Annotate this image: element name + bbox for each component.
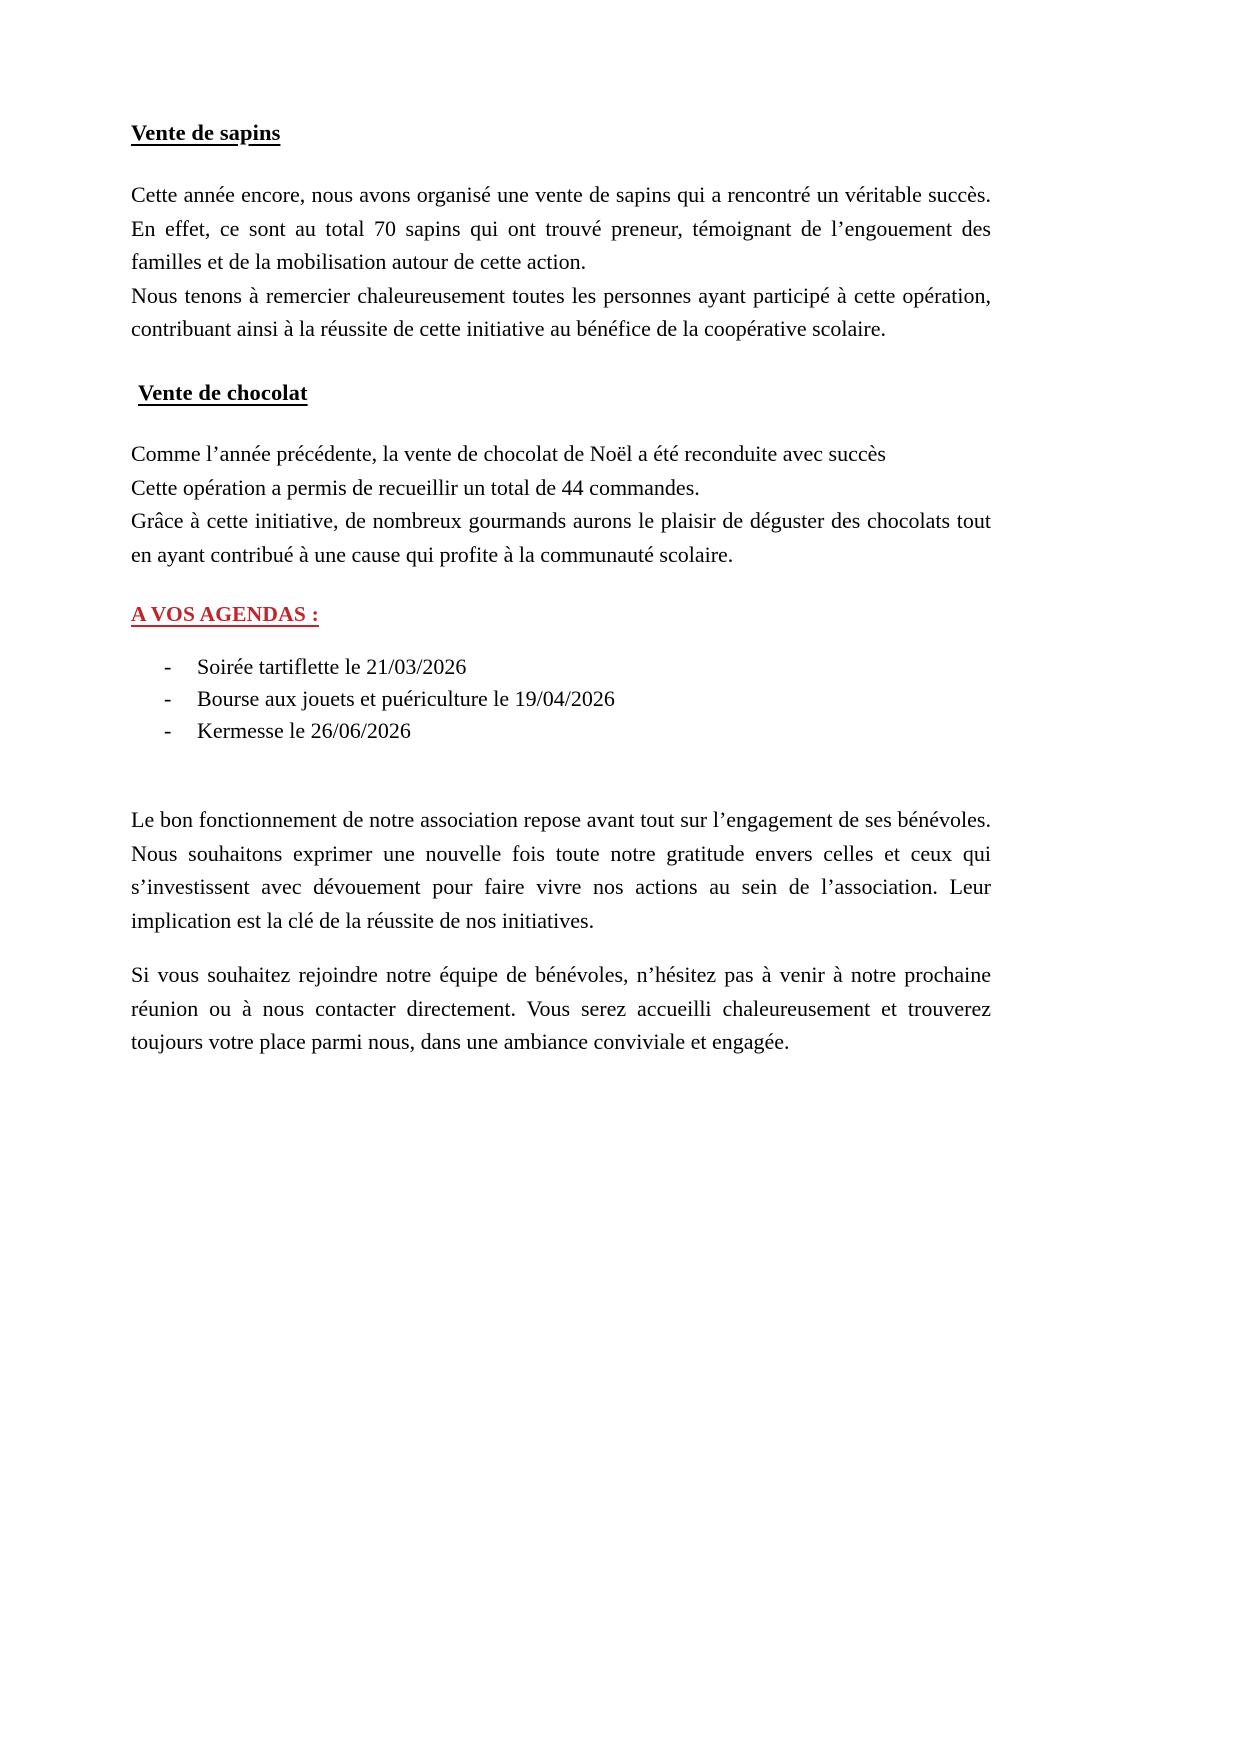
document-body	[131, 118, 991, 1059]
paragraph-closing-1: Le bon fonctionnement de notre association repose avant tout sur l’engagement de ses bénévoles. Nous souhaitons exprimer une nouvelle fois toute notre gratitude envers celles et ceux qui s’investissent avec dévouement pour faire vivre nos actions au sein de l’association. Leur implication est la clé de la réussite de nos initiatives.	[131, 807, 991, 933]
spacer	[131, 148, 991, 178]
agenda-item-label: Kermesse le 26/06/2026	[197, 718, 411, 744]
heading-a-vos-agendas: A VOS AGENDAS :	[131, 602, 319, 627]
list-item	[164, 651, 991, 683]
spacer	[131, 937, 991, 958]
agenda-item-label: Bourse aux jouets et puériculture le 19/04/2026	[197, 686, 615, 712]
paragraph-sapins-1: Cette année encore, nous avons organisé une vente de sapins qui a rencontré un véritable succès. En effet, ce sont au total 70 sapins qui ont trouvé preneur, témoignant de l’engouement des familles et de la mobilisation autour de cette action.	[131, 182, 991, 275]
spacer	[131, 627, 991, 651]
list-item	[164, 683, 991, 715]
spacer	[131, 408, 991, 437]
agenda-list	[131, 651, 991, 747]
list-item	[164, 715, 991, 747]
paragraph-sapins-2: Nous tenons à remercier chaleureusement toutes les personnes ayant participé à cette opération, contribuant ainsi à la réussite de cette initiative au bénéfice de la coopérative scolaire.	[131, 282, 991, 342]
dash-bullet-icon: -	[164, 686, 172, 712]
heading-vente-de-sapins: Vente de sapins	[131, 120, 281, 145]
dash-bullet-icon: -	[164, 654, 172, 680]
heading-vente-de-chocolat: Vente de chocolat	[138, 379, 308, 405]
dash-bullet-icon: -	[164, 718, 172, 744]
paragraph-chocolat-2: Cette opération a permis de recueillir un total de 44 commandes.	[131, 474, 700, 500]
paragraph-closing-2: Si vous souhaitez rejoindre notre équipe de bénévoles, n’hésitez pas à venir à notre prochaine réunion ou à nous contacter directement. Vous serez accueilli chaleureusement et trouverez toujours votre place parmi nous, dans une ambiance conviviale et engagée.	[131, 962, 991, 1055]
spacer	[131, 346, 991, 378]
spacer	[131, 571, 991, 602]
agenda-item-label: Soirée tartiflette le 21/03/2026	[197, 654, 467, 680]
paragraph-chocolat-1: Comme l’année précédente, la vente de chocolat de Noël a été reconduite avec succès	[131, 441, 886, 467]
paragraph-chocolat-3: Grâce à cette initiative, de nombreux gourmands aurons le plaisir de déguster des chocolats tout en ayant contribué à une cause qui profite à la communauté scolaire.	[131, 508, 991, 567]
spacer	[131, 747, 991, 803]
